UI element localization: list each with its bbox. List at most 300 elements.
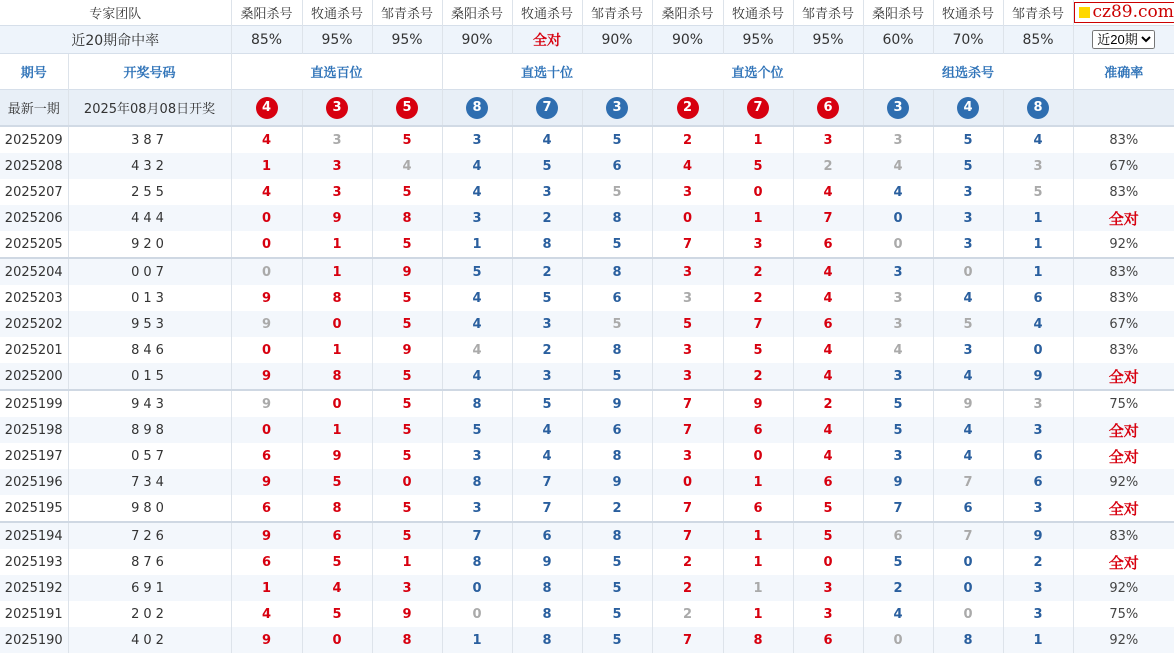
kill-number-cell: 5 (512, 153, 582, 179)
kill-number-cell: 7 (933, 522, 1003, 549)
kill-number-cell: 2 (512, 337, 582, 363)
kill-number-cell: 3 (863, 258, 933, 285)
period-column-header: 期号 (0, 54, 68, 90)
kill-number-cell: 8 (302, 495, 372, 522)
kill-number-cell: 8 (582, 258, 652, 285)
period-cell: 2025195 (4, 500, 63, 516)
kill-number-cell: 4 (793, 285, 863, 311)
hit-rate-value: 90% (582, 26, 652, 54)
period-range-select[interactable] (1092, 30, 1155, 49)
kill-ball: 3 (326, 97, 348, 119)
kill-number-cell: 8 (582, 522, 652, 549)
kill-number-cell: 7 (652, 627, 723, 653)
kill-number-cell: 6 (582, 285, 652, 311)
kill-number-cell: 5 (302, 549, 372, 575)
kill-number-cell: 2 (512, 258, 582, 285)
logo-cell[interactable] (1073, 0, 1174, 26)
table-row (0, 575, 1174, 601)
kill-number-cell: 2 (652, 601, 723, 627)
table-row (0, 258, 1174, 285)
latest-kill-cell (723, 90, 793, 127)
period-select-cell (1073, 26, 1174, 54)
kill-number-cell: 0 (863, 205, 933, 231)
kill-number-cell: 0 (652, 205, 723, 231)
expert-name: 邹青杀号 (1003, 0, 1073, 26)
kill-number-cell: 7 (512, 495, 582, 522)
kill-number-cell: 6 (302, 522, 372, 549)
kill-number-cell: 4 (863, 601, 933, 627)
kill-number-cell: 5 (863, 417, 933, 443)
tens-section-header: 直选十位 (442, 54, 652, 90)
kill-number-cell: 3 (933, 231, 1003, 258)
kill-number-cell: 5 (582, 126, 652, 153)
accuracy-cell: 92% (1073, 469, 1174, 495)
draw-number-cell: 953 (68, 311, 231, 337)
period-cell: 2025201 (4, 342, 63, 358)
period-cell: 2025209 (4, 132, 63, 148)
kill-number-cell: 4 (793, 179, 863, 205)
kill-number-cell: 0 (863, 627, 933, 653)
draw-number-cell: 013 (68, 285, 231, 311)
table-row (0, 285, 1174, 311)
draw-number-cell: 015 (68, 363, 231, 390)
kill-number-cell: 6 (582, 153, 652, 179)
kill-number-cell: 5 (582, 575, 652, 601)
latest-kill-cell (372, 90, 442, 127)
kill-number-cell: 0 (302, 627, 372, 653)
accuracy-cell: 全对 (1073, 417, 1174, 443)
kill-number-cell: 6 (723, 417, 793, 443)
accuracy-cell: 全对 (1073, 363, 1174, 390)
kill-number-cell: 4 (512, 417, 582, 443)
kill-number-cell: 0 (1003, 337, 1073, 363)
kill-number-cell: 9 (231, 390, 302, 417)
table-row (0, 311, 1174, 337)
period-cell: 2025203 (4, 290, 63, 306)
accuracy-cell: 83% (1073, 522, 1174, 549)
kill-number-cell: 8 (442, 469, 512, 495)
draw-number-cell: 444 (68, 205, 231, 231)
kill-number-cell: 3 (442, 126, 512, 153)
kill-number-cell: 8 (723, 627, 793, 653)
kill-number-cell: 6 (231, 549, 302, 575)
kill-number-cell: 8 (302, 285, 372, 311)
kill-number-cell: 6 (793, 231, 863, 258)
accuracy-cell: 83% (1073, 258, 1174, 285)
kill-number-cell: 3 (1003, 601, 1073, 627)
kill-number-cell: 4 (933, 443, 1003, 469)
expert-name: 牧通杀号 (933, 0, 1003, 26)
kill-number-cell: 6 (1003, 443, 1073, 469)
hit-rate-value: 95% (723, 26, 793, 54)
kill-number-cell: 5 (652, 311, 723, 337)
draw-number-cell: 387 (68, 126, 231, 153)
kill-number-cell: 6 (863, 522, 933, 549)
kill-number-cell: 3 (863, 126, 933, 153)
period-cell: 2025196 (0, 469, 68, 495)
kill-number-cell: 1 (302, 231, 372, 258)
kill-number-cell: 3 (302, 179, 372, 205)
kill-number-cell: 9 (231, 285, 302, 311)
kill-ball: 4 (957, 97, 979, 119)
expert-name: 桑阳杀号 (442, 0, 512, 26)
table-row (0, 126, 1174, 153)
draw-number-cell: 402 (68, 627, 231, 653)
kill-number-cell: 6 (1003, 469, 1073, 495)
hit-rate-value: 85% (1003, 26, 1073, 54)
kill-number-cell: 3 (1003, 390, 1073, 417)
kill-number-cell: 8 (512, 575, 582, 601)
table-row (0, 231, 1174, 258)
kill-number-cell: 8 (512, 601, 582, 627)
kill-number-cell: 3 (863, 443, 933, 469)
kill-number-cell: 4 (372, 153, 442, 179)
kill-number-cell: 1 (1003, 205, 1073, 231)
kill-number-cell: 1 (723, 126, 793, 153)
kill-number-cell: 9 (231, 311, 302, 337)
draw-number-cell: 057 (68, 443, 231, 469)
kill-number-cell: 4 (933, 417, 1003, 443)
table-row (0, 627, 1174, 653)
kill-number-cell: 2 (1003, 549, 1073, 575)
kill-number-cell: 2 (652, 549, 723, 575)
kill-number-cell: 1 (1003, 627, 1073, 653)
draw-number-cell: 432 (68, 153, 231, 179)
latest-kill-cell (442, 90, 512, 127)
kill-number-cell: 1 (231, 575, 302, 601)
kill-number-cell: 5 (863, 549, 933, 575)
kill-number-cell: 5 (933, 126, 1003, 153)
kill-ball: 3 (606, 97, 628, 119)
draw-number-cell: 007 (68, 258, 231, 285)
kill-number-cell: 3 (863, 285, 933, 311)
kill-number-cell: 2 (723, 258, 793, 285)
draw-number-cell: 726 (68, 522, 231, 549)
kill-number-cell: 5 (372, 522, 442, 549)
kill-number-cell: 9 (1003, 363, 1073, 390)
logo-text: cz89.com (1092, 2, 1174, 22)
hundreds-section-header: 直选百位 (231, 54, 442, 90)
kill-number-cell: 4 (442, 311, 512, 337)
period-cell: 2025202 (0, 311, 68, 337)
units-section-header: 直选个位 (652, 54, 863, 90)
kill-number-cell: 3 (652, 258, 723, 285)
kill-number-cell: 4 (1003, 126, 1073, 153)
team-label: 专家团队 (89, 7, 142, 22)
kill-number-cell: 0 (723, 179, 793, 205)
kill-number-cell: 5 (372, 285, 442, 311)
kill-number-cell: 3 (652, 337, 723, 363)
table-row (0, 522, 1174, 549)
kill-number-cell: 5 (302, 469, 372, 495)
logo-square-icon (1079, 7, 1090, 18)
group-section-header: 组选杀号 (863, 54, 1073, 90)
kill-number-cell: 1 (302, 417, 372, 443)
kill-number-cell: 5 (793, 522, 863, 549)
kill-number-cell: 8 (582, 443, 652, 469)
latest-kill-cell (582, 90, 652, 127)
kill-number-cell: 6 (1003, 285, 1073, 311)
kill-number-cell: 8 (302, 363, 372, 390)
accuracy-cell: 75% (1073, 390, 1174, 417)
kill-number-cell: 0 (231, 337, 302, 363)
kill-number-cell: 7 (652, 231, 723, 258)
kill-number-cell: 4 (302, 575, 372, 601)
kill-number-cell: 4 (442, 179, 512, 205)
table-row (0, 601, 1174, 627)
kill-number-cell: 9 (582, 469, 652, 495)
kill-number-cell: 2 (793, 390, 863, 417)
kill-number-cell: 5 (372, 495, 442, 522)
draw-number-cell: 734 (68, 469, 231, 495)
kill-number-cell: 4 (442, 363, 512, 390)
accuracy-cell: 全对 (1073, 495, 1174, 522)
kill-number-cell: 2 (582, 495, 652, 522)
latest-kill-cell (231, 90, 302, 127)
table-row (0, 417, 1174, 443)
kill-number-cell: 3 (512, 179, 582, 205)
kill-number-cell: 5 (372, 231, 442, 258)
kill-number-cell: 5 (582, 549, 652, 575)
kill-number-cell: 3 (302, 153, 372, 179)
expert-name: 桑阳杀号 (231, 0, 302, 26)
kill-ball: 4 (256, 97, 278, 119)
kill-number-cell: 0 (652, 469, 723, 495)
kill-number-cell: 9 (231, 522, 302, 549)
kill-ball: 3 (887, 97, 909, 119)
kill-number-cell: 7 (652, 495, 723, 522)
kill-number-cell: 6 (723, 495, 793, 522)
kill-number-cell: 9 (863, 469, 933, 495)
kill-number-cell: 6 (231, 443, 302, 469)
kill-number-cell: 5 (582, 363, 652, 390)
hit-rate-value: 70% (933, 26, 1003, 54)
hit-rate-value: 95% (793, 26, 863, 54)
draw-number-cell: 898 (68, 417, 231, 443)
kill-ball: 5 (396, 97, 418, 119)
kill-number-cell: 5 (302, 601, 372, 627)
kill-number-cell: 7 (652, 417, 723, 443)
kill-number-cell: 5 (512, 285, 582, 311)
kill-number-cell: 6 (793, 627, 863, 653)
kill-number-cell: 3 (723, 231, 793, 258)
draw-number-cell: 202 (68, 601, 231, 627)
kill-number-cell: 4 (793, 258, 863, 285)
accuracy-cell: 83% (1073, 285, 1174, 311)
kill-number-cell: 1 (723, 469, 793, 495)
kill-number-cell: 3 (512, 311, 582, 337)
expert-name: 邹青杀号 (582, 0, 652, 26)
kill-number-cell: 4 (863, 179, 933, 205)
accuracy-cell: 67% (1073, 311, 1174, 337)
kill-number-cell: 1 (302, 337, 372, 363)
kill-number-cell: 8 (372, 627, 442, 653)
period-cell: 2025200 (0, 363, 68, 390)
kill-number-cell: 7 (933, 469, 1003, 495)
kill-number-cell: 9 (933, 390, 1003, 417)
table-row (0, 153, 1174, 179)
kill-number-cell: 9 (512, 549, 582, 575)
kill-number-cell: 0 (442, 575, 512, 601)
kill-number-cell: 5 (442, 258, 512, 285)
expert-name: 邹青杀号 (793, 0, 863, 26)
hit-rate-value: 60% (863, 26, 933, 54)
kill-number-cell: 3 (652, 363, 723, 390)
kill-number-cell: 3 (933, 205, 1003, 231)
kill-ball: 7 (536, 97, 558, 119)
kill-number-cell: 7 (652, 522, 723, 549)
kill-number-cell: 6 (582, 417, 652, 443)
table-row (0, 443, 1174, 469)
kill-number-cell: 1 (372, 549, 442, 575)
period-cell: 2025205 (4, 236, 63, 252)
kill-number-cell: 8 (512, 627, 582, 653)
kill-number-cell: 0 (933, 575, 1003, 601)
kill-number-cell: 2 (512, 205, 582, 231)
kill-number-cell: 5 (582, 627, 652, 653)
kill-number-cell: 5 (582, 231, 652, 258)
accuracy-cell: 75% (1073, 601, 1174, 627)
accuracy-cell: 全对 (1073, 549, 1174, 575)
kill-number-cell: 5 (372, 179, 442, 205)
kill-number-cell: 3 (793, 575, 863, 601)
kill-number-cell: 4 (793, 443, 863, 469)
kill-number-cell: 5 (933, 311, 1003, 337)
kill-number-cell: 5 (723, 337, 793, 363)
kill-number-cell: 3 (652, 443, 723, 469)
kill-number-cell: 3 (933, 337, 1003, 363)
table-row (0, 363, 1174, 390)
accuracy-cell: 92% (1073, 231, 1174, 258)
period-cell: 2025194 (0, 522, 68, 549)
accuracy-cell: 92% (1073, 575, 1174, 601)
table-row (0, 495, 1174, 522)
kill-number-cell: 0 (933, 258, 1003, 285)
kill-number-cell: 1 (442, 231, 512, 258)
table-row (0, 549, 1174, 575)
table-row (0, 205, 1174, 231)
kill-number-cell: 1 (231, 153, 302, 179)
kill-number-cell: 9 (231, 627, 302, 653)
kill-number-cell: 8 (512, 231, 582, 258)
hit-rate-row (0, 26, 1174, 54)
draw-number-cell: 846 (68, 337, 231, 363)
kill-number-cell: 5 (933, 153, 1003, 179)
kill-number-cell: 3 (512, 363, 582, 390)
latest-kill-cell (863, 90, 933, 127)
accuracy-cell: 83% (1073, 179, 1174, 205)
kill-number-cell: 8 (442, 390, 512, 417)
kill-number-cell: 4 (652, 153, 723, 179)
period-cell: 2025197 (4, 448, 63, 464)
kill-number-cell: 3 (933, 179, 1003, 205)
kill-number-cell: 3 (793, 601, 863, 627)
hit-rate-label: 近20期命中率 (0, 26, 231, 54)
hit-rate-value: 85% (231, 26, 302, 54)
accuracy-cell: 83% (1073, 337, 1174, 363)
table-row (0, 179, 1174, 205)
kill-number-cell: 4 (442, 285, 512, 311)
latest-kill-cell (302, 90, 372, 127)
kill-number-cell: 9 (372, 337, 442, 363)
kill-number-cell: 1 (1003, 258, 1073, 285)
kill-number-cell: 3 (652, 179, 723, 205)
kill-number-cell: 0 (863, 231, 933, 258)
latest-label: 最新一期 (0, 90, 68, 127)
cz89-logo[interactable] (1074, 2, 1174, 23)
latest-date: 2025年08月08日开奖 (68, 90, 231, 127)
hit-rate-value: 90% (652, 26, 723, 54)
latest-kill-cell (652, 90, 723, 127)
kill-ball: 8 (466, 97, 488, 119)
latest-kill-cell (512, 90, 582, 127)
kill-number-cell: 0 (933, 549, 1003, 575)
kill-number-cell: 7 (863, 495, 933, 522)
kill-ball: 7 (747, 97, 769, 119)
period-cell: 2025198 (0, 417, 68, 443)
hit-rate-value: 95% (372, 26, 442, 54)
kill-number-cell: 0 (302, 311, 372, 337)
kill-number-cell: 0 (231, 417, 302, 443)
kill-number-cell: 8 (582, 337, 652, 363)
kill-number-cell: 5 (793, 495, 863, 522)
kill-number-cell: 5 (1003, 179, 1073, 205)
draw-number-cell: 876 (68, 549, 231, 575)
latest-accuracy-cell (1073, 90, 1174, 127)
latest-draw-row (0, 90, 1174, 127)
kill-number-cell: 9 (231, 469, 302, 495)
kill-number-cell: 4 (442, 337, 512, 363)
kill-number-cell: 8 (933, 627, 1003, 653)
kill-number-cell: 9 (302, 443, 372, 469)
kill-number-cell: 4 (863, 337, 933, 363)
kill-number-cell: 4 (231, 179, 302, 205)
kill-number-cell: 0 (231, 258, 302, 285)
kill-number-cell: 9 (372, 258, 442, 285)
kill-number-cell: 4 (933, 285, 1003, 311)
period-cell: 2025191 (4, 606, 63, 622)
kill-number-cell: 1 (723, 575, 793, 601)
kill-number-cell: 1 (723, 522, 793, 549)
kill-number-cell: 3 (863, 363, 933, 390)
kill-number-cell: 5 (372, 390, 442, 417)
kill-number-cell: 3 (1003, 417, 1073, 443)
kill-number-cell: 5 (512, 390, 582, 417)
latest-kill-cell (793, 90, 863, 127)
kill-number-cell: 9 (582, 390, 652, 417)
kill-number-cell: 0 (302, 390, 372, 417)
kill-number-cell: 4 (793, 417, 863, 443)
draw-number-cell: 980 (68, 495, 231, 522)
kill-number-cell: 6 (512, 522, 582, 549)
kill-number-cell: 3 (302, 126, 372, 153)
kill-number-cell: 4 (793, 363, 863, 390)
period-cell: 2025199 (0, 390, 68, 417)
kill-number-cell: 1 (723, 601, 793, 627)
kill-number-cell: 0 (231, 231, 302, 258)
expert-name: 桑阳杀号 (652, 0, 723, 26)
kill-number-cell: 5 (863, 390, 933, 417)
kill-number-cell: 6 (793, 469, 863, 495)
expert-name: 桑阳杀号 (863, 0, 933, 26)
kill-number-cell: 2 (863, 575, 933, 601)
kill-number-cell: 7 (652, 390, 723, 417)
kill-number-cell: 2 (652, 126, 723, 153)
expert-name: 牧通杀号 (512, 0, 582, 26)
kill-number-cell: 9 (723, 390, 793, 417)
kill-ball: 6 (817, 97, 839, 119)
kill-number-cell: 9 (1003, 522, 1073, 549)
